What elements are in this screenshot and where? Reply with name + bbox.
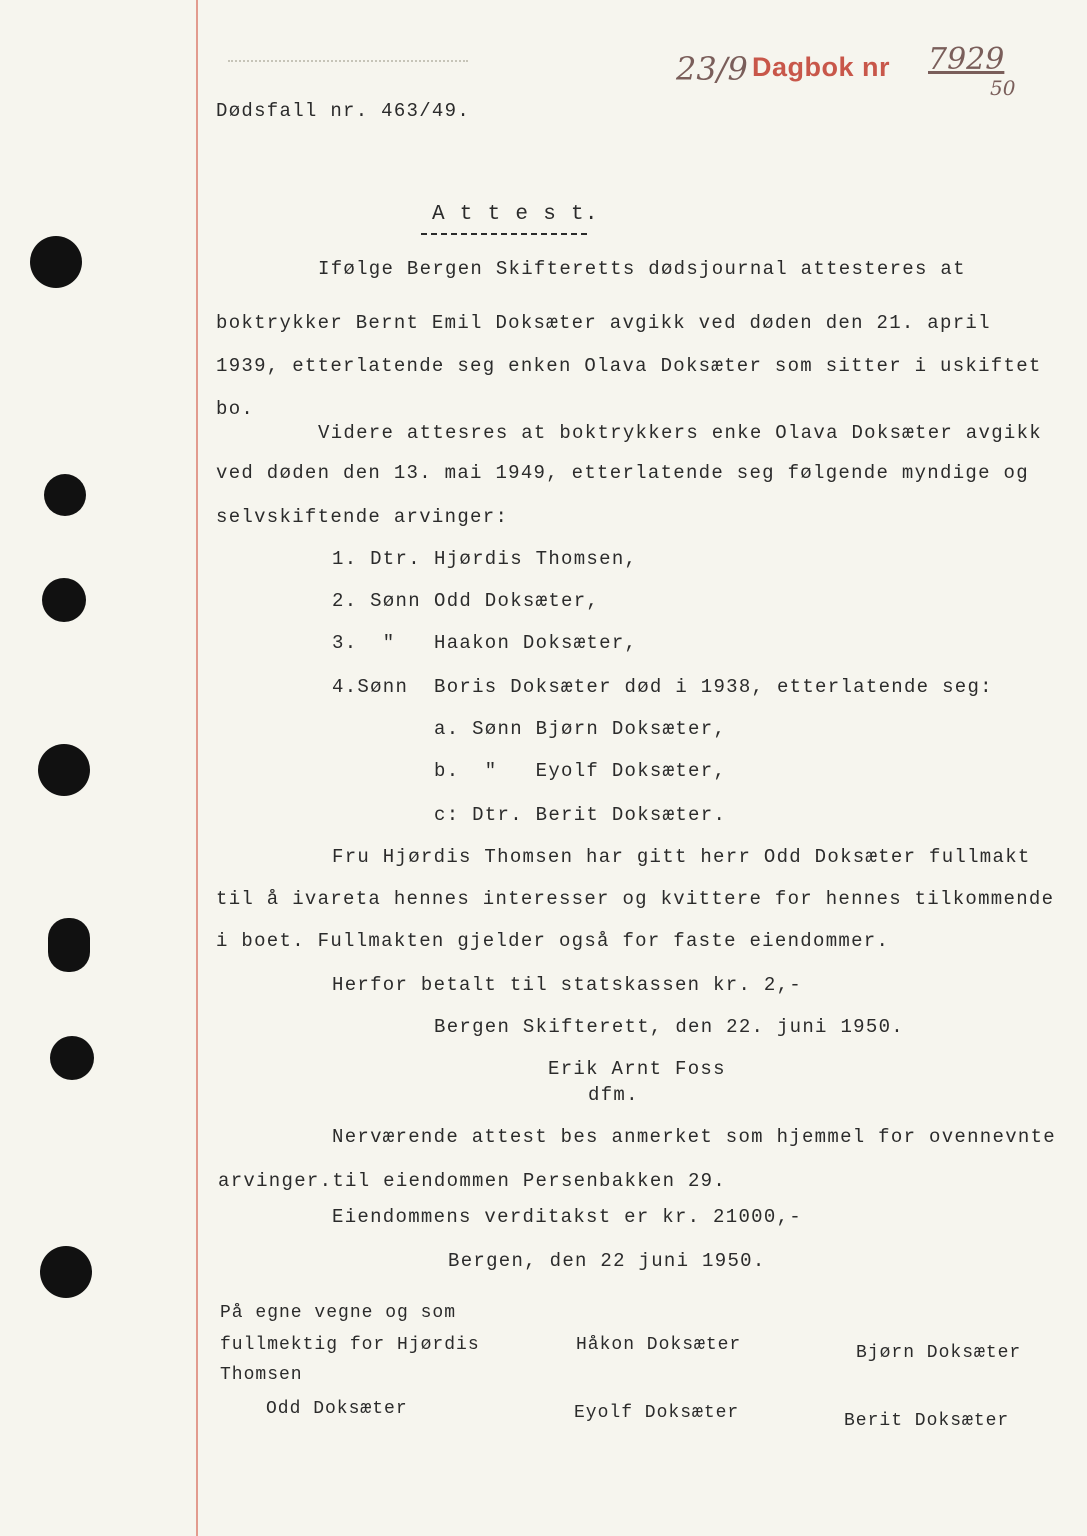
heir-number: 3. " <box>332 632 396 654</box>
body-line: Videre attesres at boktrykkers enke Olava Doksæter avgikk <box>318 422 1043 444</box>
punch-hole <box>42 578 86 622</box>
punch-hole <box>30 236 82 288</box>
handwritten-journal-number: 7929 <box>928 42 1005 77</box>
faint-header-marks <box>228 60 468 62</box>
proxy-line: fullmektig for Hjørdis <box>220 1335 480 1355</box>
dagbok-stamp: Dagbok nr <box>752 52 891 82</box>
heir-name: Hjørdis Thomsen, <box>434 548 638 570</box>
signature-bjorn: Bjørn Doksæter <box>856 1343 1022 1363</box>
body-line: arvinger.til eiendommen Persenbakken 29. <box>218 1170 727 1192</box>
proxy-line: På egne vegne og som <box>220 1303 457 1323</box>
body-line: i boet. Fullmakten gjelder også for faste eiendommer. <box>216 930 890 952</box>
signature-haakon: Håkon Doksæter <box>576 1335 742 1355</box>
handwritten-year: 50 <box>990 76 1016 100</box>
official-title: dfm. <box>588 1084 639 1106</box>
registration-place-date: Bergen, den 22 juni 1950. <box>448 1250 766 1272</box>
punch-hole <box>40 1246 92 1298</box>
body-line: Ifølge Bergen Skifteretts dødsjournal attesteres at <box>318 258 966 280</box>
body-line: bo. <box>216 398 255 420</box>
body-line: Nerværende attest bes anmerket som hjemmel for ovennevnte <box>332 1126 1057 1148</box>
valuation-line: Eiendommens verditakst er kr. 21000,- <box>332 1206 802 1228</box>
body-line: boktrykker Bernt Emil Doksæter avgikk ved døden den 21. april <box>216 312 991 334</box>
subheir: a. Sønn Bjørn Doksæter, <box>434 718 727 740</box>
punch-hole <box>44 474 86 516</box>
heir-name: Haakon Doksæter, <box>434 632 638 654</box>
official-name: Erik Arnt Foss <box>548 1058 726 1080</box>
body-line: Fru Hjørdis Thomsen har gitt herr Odd Doksæter fullmakt <box>332 846 1031 868</box>
subheir: c: Dtr. Berit Doksæter. <box>434 804 727 826</box>
body-line: selvskiftende arvinger: <box>216 506 509 528</box>
signature-odd: Odd Doksæter <box>266 1399 408 1419</box>
handwritten-date: 23/9 <box>676 50 748 88</box>
heir-number: 1. Dtr. <box>332 548 421 570</box>
signature-berit: Berit Doksæter <box>844 1411 1010 1431</box>
punch-hole <box>50 1036 94 1080</box>
case-number: Dødsfall nr. 463/49. <box>216 100 471 122</box>
body-line: til å ivareta hennes interesser og kvittere for hennes tilkommende <box>216 888 1055 910</box>
heir-name: Odd Doksæter, <box>434 590 600 612</box>
document-title: A t t e s t. <box>432 203 599 226</box>
body-line: ved døden den 13. mai 1949, etterlatende seg følgende myndige og <box>216 462 1029 484</box>
punch-hole <box>48 918 90 972</box>
fee-line: Herfor betalt til statskassen kr. 2,- <box>332 974 802 996</box>
subheir: b. " Eyolf Doksæter, <box>434 760 727 782</box>
margin-rule <box>196 0 198 1536</box>
heir-number: 4.Sønn <box>332 676 409 698</box>
heir-number: 2. Sønn <box>332 590 421 612</box>
heir-name: Boris Doksæter død i 1938, etterlatende seg: <box>434 676 993 698</box>
body-line: 1939, etterlatende seg enken Olava Doksæter som sitter i uskiftet <box>216 355 1042 377</box>
signature-eyolf: Eyolf Doksæter <box>574 1403 740 1423</box>
proxy-line: Thomsen <box>220 1365 303 1385</box>
punch-hole <box>38 744 90 796</box>
court-place-date: Bergen Skifterett, den 22. juni 1950. <box>434 1016 904 1038</box>
title-underline <box>421 233 587 235</box>
